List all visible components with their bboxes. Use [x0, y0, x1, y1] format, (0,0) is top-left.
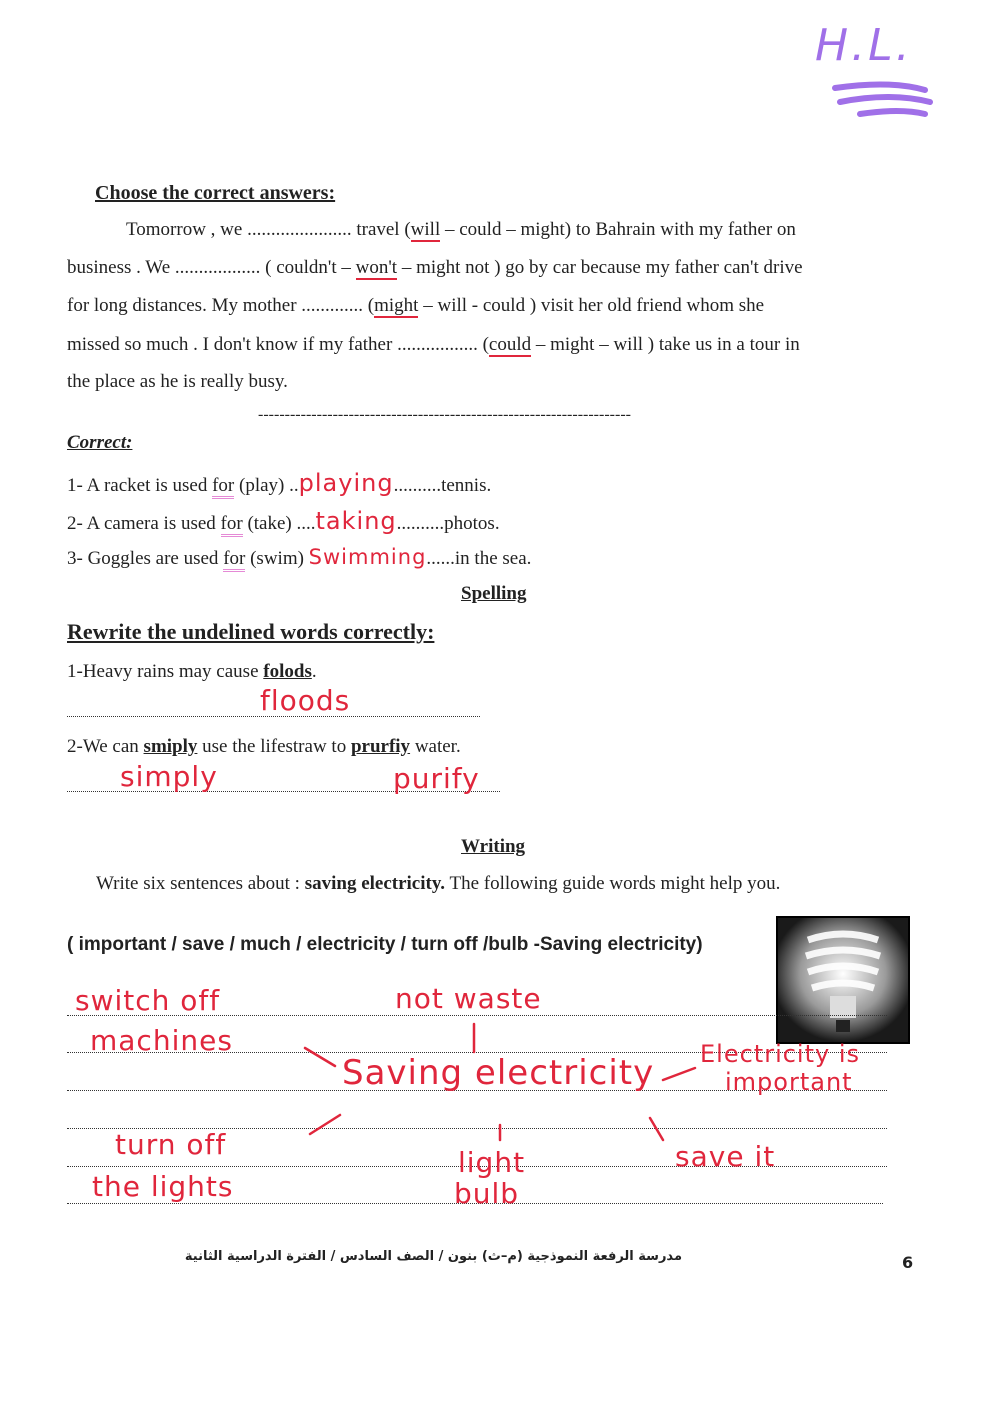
spelling-title: Spelling — [461, 583, 527, 604]
answer-taking: taking — [315, 507, 397, 535]
writing-instructions: Write six sentences about : saving electricity. The following guide words might help you. — [96, 873, 781, 894]
section1-line-3: for long distances. My mother ............. (might – will - could ) visit her old friend whom she — [67, 295, 765, 316]
section2-heading: Correct: — [67, 432, 133, 453]
guide-words: ( important / save / much / electricity / turn off /bulb -Saving electricity) — [67, 934, 703, 955]
answer-simply: simply — [120, 760, 218, 793]
hw-turn-off: turn off — [115, 1128, 227, 1161]
hw-the-lights: the lights — [92, 1170, 234, 1203]
page-number: 6 — [902, 1253, 914, 1272]
hw-save-it: save it — [675, 1140, 776, 1173]
answer-purify: purify — [393, 762, 480, 795]
correct-item-3: 3- Goggles are used for (swim) Swimming......in the sea. — [67, 545, 531, 570]
answer-swimming: Swimming — [308, 545, 427, 569]
answer-floods: floods — [260, 684, 351, 717]
hw-light: light — [458, 1146, 526, 1179]
writing-title: Writing — [461, 836, 526, 857]
correct-item-2: 2- A camera is used for (take) ....taking..........photos. — [67, 507, 500, 535]
correct-item-1: 1- A racket is used for (play) ..playing..........tennis. — [67, 469, 492, 497]
hw-machines: machines — [90, 1024, 233, 1057]
section-divider: ---------------------------------------------------------------------- — [258, 406, 631, 423]
section1-line-1: Tomorrow , we ...................... travel (will – could – might) to Bahrain with my father on — [126, 219, 796, 240]
section1-line-2: business . We .................. ( couldn't – won't – might not ) go by car because my father can't drive — [67, 257, 803, 278]
hw-important: important — [725, 1068, 853, 1096]
section1-heading: Choose the correct answers: — [95, 182, 336, 204]
answer-playing: playing — [298, 469, 394, 497]
hw-saving-electricity: Saving electricity — [342, 1053, 655, 1093]
section1-line-5: the place as he is really busy. — [67, 371, 288, 392]
hw-electricity-is: Electricity is — [700, 1040, 861, 1068]
hw-switch-off: switch off — [75, 984, 221, 1017]
teacher-initials: H.L. — [815, 20, 913, 71]
spelling-q1: 1-Heavy rains may cause folods. — [67, 661, 317, 682]
spelling-heading: Rewrite the undelined words correctly: — [67, 619, 435, 644]
hw-not-waste: not waste — [395, 982, 542, 1015]
spelling-q2: 2-We can smiply use the lifestraw to prurfiy water. — [67, 736, 461, 757]
footer-school-info: مدرسة الرفعة النموذجية (م–ث) بنون / الصف السادس / الفترة الدراسية الثانية — [184, 1249, 682, 1264]
section1-line-4: missed so much . I don't know if my father ................. (could – might – will ) take us in a tour in — [67, 334, 800, 355]
hw-bulb: bulb — [454, 1177, 520, 1210]
